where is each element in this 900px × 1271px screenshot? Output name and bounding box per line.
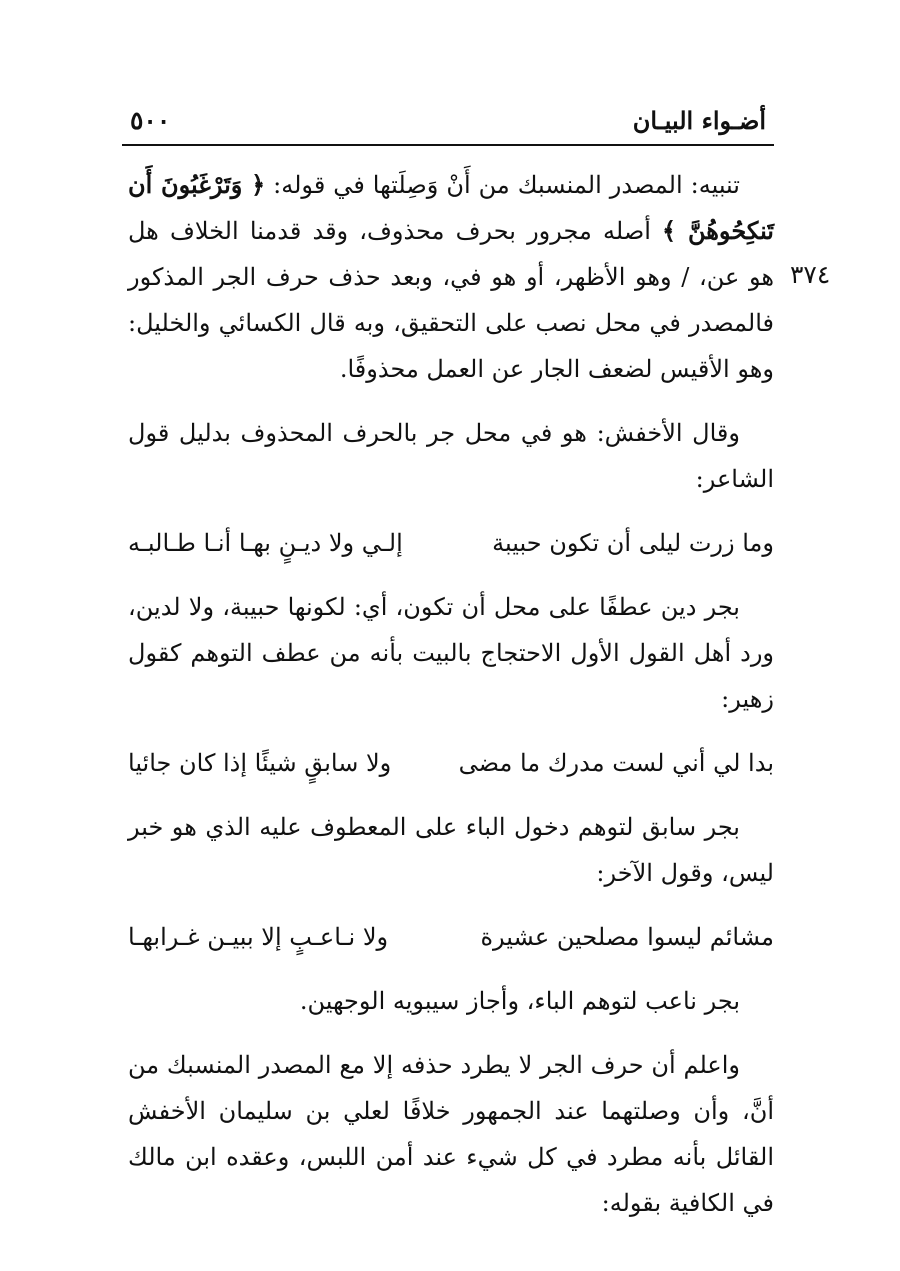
page-body — [128, 162, 774, 1244]
verse-2-second-hemistich: ولا سابقٍ شيئًا إذا كان جائيا — [128, 749, 392, 777]
verse-1-second-hemistich: إلـي ولا ديـنٍ بهـا أنـا طـالبـه — [128, 529, 403, 557]
verse-3-first-hemistich: مشائم ليسوا مصلحين عشيرة — [480, 923, 774, 951]
paragraph-3: بجر دين عطفًا على محل أن تكون، أي: لكونها حبيبة، ولا لدين، ورد أهل القول الأول الاحتجاج بالبيت بأنه من عطف التوهم كقول زهير: — [128, 593, 774, 713]
page-header — [122, 100, 774, 144]
verse-1 — [128, 520, 774, 566]
paragraph-1-before: تنبيه: المصدر المنسبك من أَنْ وَصِلَتها في قوله: — [265, 171, 740, 199]
paragraph-2: وقال الأخفش: هو في محل جر بالحرف المحذوف بدليل قول الشاعر: — [128, 419, 774, 493]
quran-quote: ﴿ وَتَرْغَبُونَ أَن تَنكِحُوهُنَّ ﴾ — [128, 170, 774, 245]
verse-2-first-hemistich: بدا لي أني لست مدرك ما مضى — [458, 749, 774, 777]
margin-reference-number: ٣٧٤ — [790, 260, 831, 289]
paragraph-4: بجر سابق لتوهم دخول الباء على المعطوف عليه الذي هو خبر ليس، وقول الآخر: — [128, 813, 774, 887]
paragraph-5: بجر ناعب لتوهم الباء، وأجاز سيبويه الوجهين. — [299, 987, 740, 1015]
paragraph-6: واعلم أن حرف الجر لا يطرد حذفه إلا مع المصدر المنسبك من أنَّ، وأن وصلتهما عند الجمهور خلافًا لعلي بن سليمان الأخفش القائل بأنه مطرد في كل شيء عند أمن اللبس، وعقده ابن مالك في الكافية بقوله: — [128, 1051, 774, 1217]
paragraph-1 — [128, 162, 774, 392]
running-title: أضـواء البيـان — [632, 106, 766, 135]
verse-2 — [128, 740, 774, 786]
paragraph-1-after: أصله مجرور بحرف محذوف، وقد قدمنا الخلاف هل هو عن، / وهو الأظهر، أو هو في، وبعد حذف حرف الجر المذكور فالمصدر في محل نصب على التحقيق، وبه قال الكسائي والخليل: وهو الأقيس لضعف الجار عن العمل محذوفًا. — [128, 217, 774, 383]
header-rule — [122, 144, 774, 146]
verse-1-first-hemistich: وما زرت ليلى أن تكون حبيبة — [492, 529, 774, 557]
verse-3-second-hemistich: ولا نـاعـبٍ إلا ببيـن غـرابهـا — [128, 923, 389, 951]
verse-3 — [128, 914, 774, 960]
page-number: ٥٠٠ — [130, 106, 171, 135]
